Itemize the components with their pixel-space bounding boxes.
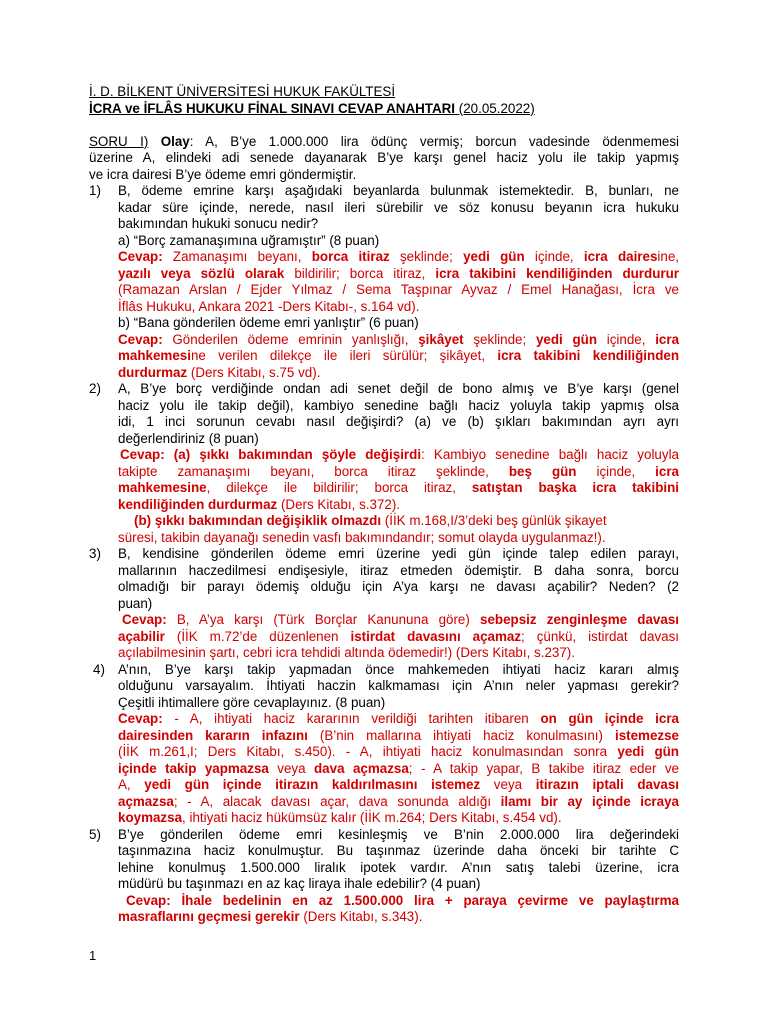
question-number: 1) [89,183,101,198]
answer-2a: Cevap: (a) şıkkı bakımından şöyle değişirdi: Kambiyo senedine bağlı haciz yoluyla [120,447,679,462]
question-number: 3) [89,546,101,561]
question-number: 4) [93,661,105,677]
answer-1b: Cevap: Gönderilen ödeme emrinin yanlışlığı, şikâyet şeklinde; yedi gün içinde, icra [118,331,680,347]
sub-question-b: b) “Bana gönderilen ödeme emri yanlıştır” (6 puan) [118,315,419,330]
answer-5: Cevap: İhale bedelinin en az 1.500.000 lira + paraya çevirme ve paylaştırma [126,892,679,908]
question-number: 2) [89,381,101,396]
intro-line-2: üzerine A, elindeki adi senede dayanarak B’ye karşı genel haciz yolu ile takip yapmış [89,150,679,165]
exam-title-text: İCRA ve İFLÂS HUKUKU FİNAL SINAVI CEVAP ANAHTARI [89,100,456,116]
question-1: 1) B, ödeme emrine karşı aşağıdaki beyanlarda bulunmak istemektedir. B, bunları, ne kadar süre içinde, nerede, nasıl ileri sürebilir ve söz konusu beyanın icra hukuku bakımından hukuki sonucu nedir? a) “Borç zamanaşımına uğramıştır” (8 puan) Cevap: Zamanaşımı beyanı, borca itiraz şeklinde; yedi gün içinde, icra dairesine, yazılı veya sözlü olarak bildirilir; borca itiraz, icra takibini kendiliğinden durdurur (Ramazan Arslan / Ejder Yılmaz / Sema Taşpınar Ayvaz / Emel Hanağası, İcra ve İflâs Hukuku, Ankara 2021 -Ders Kitabı-, s.164 vd). b) “Bana gönderilen ödeme emri yanlıştır” (6 puan) Cevap: Gönderilen ödeme emrinin yanlışlığı, şikâyet şeklinde; yedi gün içinde, icra mahkemesine verilen dilekçe ile ileri sürülür; şikâyet, icra takibini kendiliğinden durdurmaz (Ders Kitabı, s.75 vd). [89,183,680,380]
exam-date: (20.05.2022) [455,100,535,116]
question-number: 5) [89,826,101,842]
question-2: 2) A, B’ye borç verdiğinde ondan adi senet değil de bono almış ve B’ye karşı (genel haciz yolu ile takip değil), kambiyo senedine bağlı haciz yoluyla takip yapmış olsa idi, 1 inci sorunun cevabı nasıl değişirdi? (a) ve (b) şıkları bakımından ayrı ayrı değerlendiriniz (8 puan) Cevap: (a) şıkkı bakımından şöyle değişirdi: Kambiyo senedine bağlı haciz yoluyla takipte zamanaşımı beyanı, borca itiraz şeklinde, beş gün içinde, icra mahkemesine, dilekçe ile bildirilir; borca itiraz, satıştan başka icra takibini kendiliğinden durdurmaz (Ders Kitabı, s.372). (b) şıkkı bakımından değişiklik olmazdı (İİK m.168,I/3’deki beş günlük şikayet süresi, takibin dayanağı senedin vasfı bakımındandır; somut olayda uygulanmaz!). [89,381,680,545]
soru-label: SORU I) [89,133,149,149]
olay-label: Olay [148,133,190,149]
exam-title [89,101,679,118]
answer-4: Cevap: - A, ihtiyati haciz kararının verildiği tarihten itibaren on gün içinde icra [118,711,679,726]
document-body [89,84,679,926]
question-3: 3) B, kendisine gönderilen ödeme emri üzerine yedi gün içinde talep edilen parayı, mallarının haczedilmesi endişesiyle, itiraz etmeden ödemiştir. B daha sonra, borcu olmadığı bir parayı ödemiş olduğu için A’ya karşı ne davası açabilir? Neden? (2 puan) Cevap: B, A’ya karşı (Türk Borçlar Kanununa göre) sebepsiz zenginleşme davası açabilir (İİK m.72’de düzenlenen istirdat davasını açamaz; çünkü, istirdat davası açılabilmesinin şartı, cebri icra tehdidi altında ödemedir!) (Ders Kitabı, s.237). [89,546,679,660]
answer-1a: Cevap: Zamanaşımı beyanı, borca itiraz şeklinde; yedi gün içinde, icra dairesine, [118,249,680,264]
intro-line-1: SORU I) Olay: A, B’ye 1.000.000 lira ödünç vermiş; borcun vadesinde ödenmemesi [89,133,679,149]
page-number: 1 [89,948,97,963]
question-5: 5) B’ye gönderilen ödeme emri kesinleşmiş ve B’nin 2.000.000 lira değerindeki taşınmazına haciz konulmuştur. Bu taşınmaz üzerinde daha önceki bir tarihte C lehine konulmuş 1.500.000 liralık ipotek vardır. A’nın satış talebi üzerine, icra müdürü bu taşınmazı en az kaç liraya ihale edebilir? (4 puan) Cevap: İhale bedelinin en az 1.500.000 lira + paraya çevirme ve paylaştırma masraflarını geçmesi gerekir (Ders Kitabı, s.343). [89,826,679,924]
faculty-heading: İ. D. BİLKENT ÜNİVERSİTESİ HUKUK FAKÜLTESİ [89,84,396,99]
answer-2b: (b) şıkkı bakımından değişiklik olmazdı (İİK m.168,I/3’deki beş günlük şikayet [134,513,607,528]
intro-line-3: ve icra dairesi B’ye ödeme emri göndermiştir. [89,166,357,182]
question-4: 4) A’nın, B’ye karşı takip yapmadan önce mahkemeden ihtiyati haciz kararı almış olduğunu varsayalım. İhtiyati haczin kalkmaması için A’nın neler yapması gerekir? Çeşitli ihtimallere göre cevaplayınız. (8 puan) Cevap: - A, ihtiyati haciz kararının verildiği tarihten itibaren on gün içinde icra dairesinden kararın infazını (B’nin mallarına ihtiyati haciz konulmasını) istemezse (İİK m.261,I; Ders Kitabı, s.450). - A, ihtiyati haciz konulmasından sonra yedi gün içinde takip yapmazsa veya dava açmazsa; - A takip yapar, B takibe itiraz eder ve A, yedi gün içinde itirazın kaldırılmasını istemez veya itirazın iptali davası açmazsa; - A, alacak davası açar, dava sonunda aldığı ilamı bir ay içinde icraya koymazsa, ihtiyati haciz hükümsüz kalır (İİK m.264; Ders Kitabı, s.454 vd). [93,661,680,825]
sub-question-a: a) “Borç zamanaşımına uğramıştır” (8 puan) [118,232,380,248]
answer-3: Cevap: B, A’ya karşı (Türk Borçlar Kanununa göre) sebepsiz zenginleşme davası [122,612,679,627]
